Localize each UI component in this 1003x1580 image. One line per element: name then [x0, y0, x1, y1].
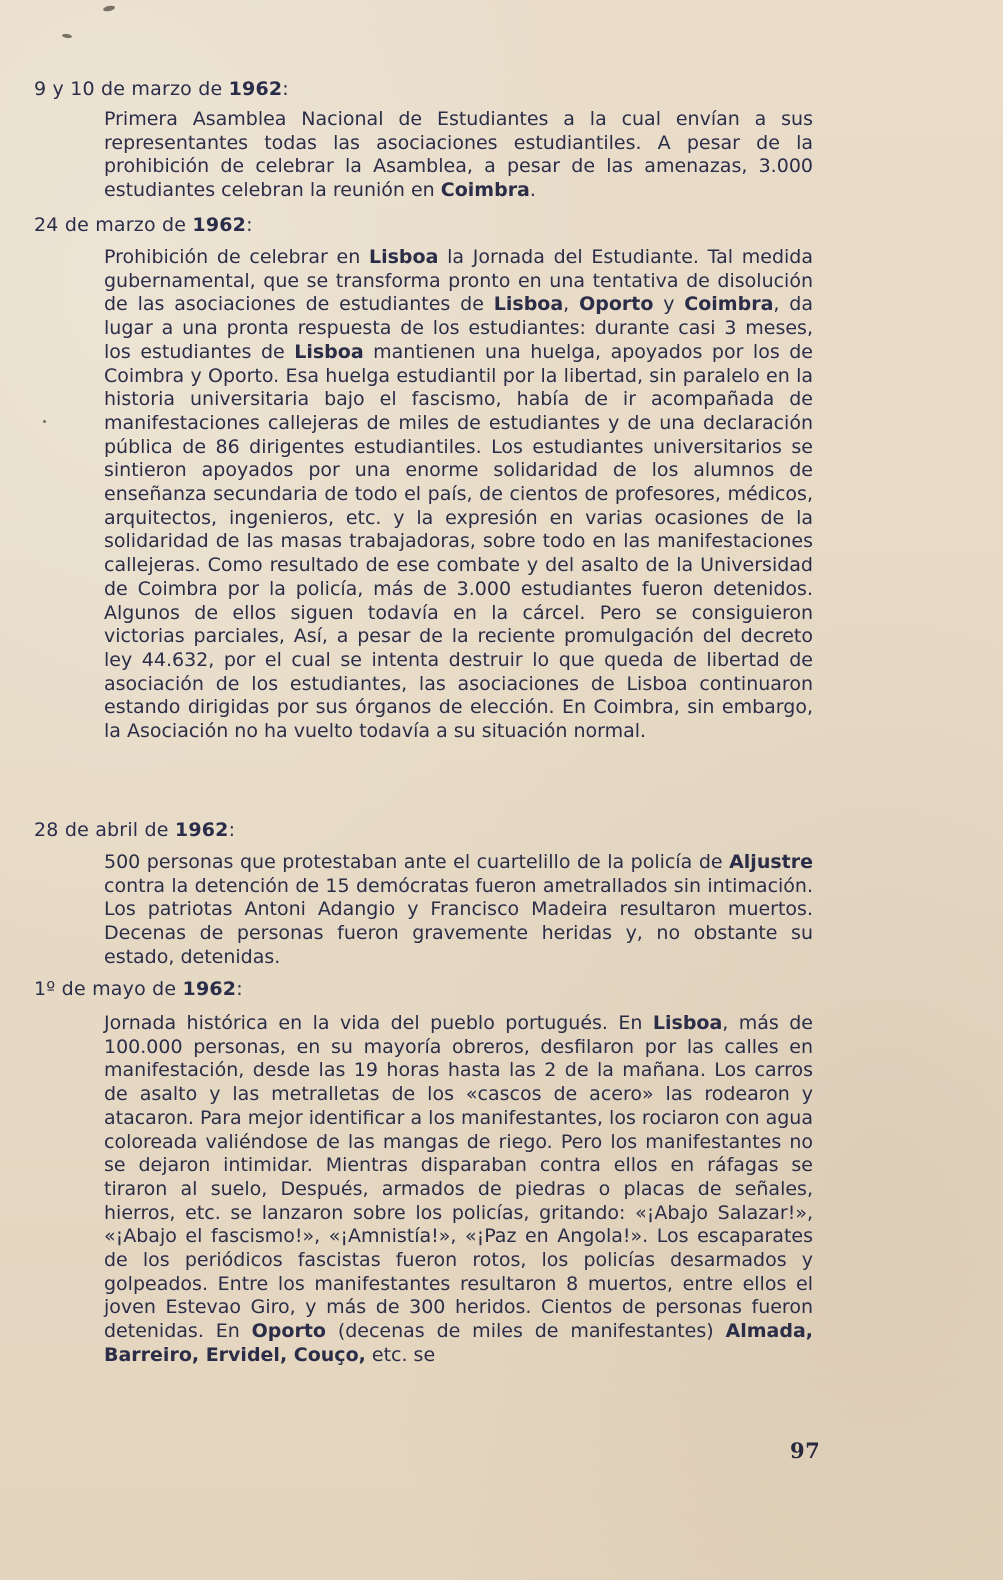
entry-date: 1º de mayo de 1962:: [34, 978, 243, 1000]
entry-body: Prohibición de celebrar en Lisboa la Jornada del Estudiante. Tal medida gubernamental, que se transforma pronto en una tentativa de disolución de las asociaciones de estudiantes de Lisboa, Oporto y Coimbra, da lugar a una pronta respuesta de los estudiantes: durante casi 3 meses, los estudiantes de Lisboa mantienen una huelga, apoyados por los de Coimbra y Oporto. Esa huelga estudiantil por la libertad, sin paralelo en la historia universitaria bajo el fascismo, había de ir acompañada de manifestaciones callejeras de miles de estudiantes y de una declaración pública de 86 dirigentes estudiantiles. Los estudiantes universitarios se sintieron apoyados por una enorme solidaridad de los alumnos de enseñanza secundaria de todo el país, de cientos de profesores, médicos, arquitectos, ingenieros, etc. y la expresión en varias ocasiones de la solidaridad de las masas trabajadoras, sobre todo en las manifestaciones callejeras. Como resultado de ese combate y del asalto de la Universidad de Coimbra por la policía, más de 3.000 estudiantes fueron detenidos. Algunos de ellos siguen todavía en la cárcel. Pero se consiguieron victorias parciales, Así, a pesar de la reciente promulgación del decreto ley 44.632, por el cual se intenta destruir lo que queda de libertad de asociación de los estudiantes, las asociaciones de Lisboa continuaron estando dirigidas por sus órganos de elección. En Coimbra, sin embargo, la Asociación no ha vuelto todavía a su situación normal.: [104, 246, 813, 743]
entry-date: 28 de abril de 1962:: [34, 819, 236, 841]
paper-speck: [62, 33, 72, 38]
entry-date: 24 de marzo de 1962:: [34, 214, 253, 236]
entry-date: 9 y 10 de marzo de 1962:: [34, 78, 289, 100]
entry-body: Jornada histórica en la vida del pueblo portugués. En Lisboa, más de 100.000 personas, en su mayoría obreros, desfilaron por las calles en manifestación, desde las 19 horas hasta las 2 de la mañana. Los carros de asalto y las metralletas de los «cascos de acero» las rodearon y atacaron. Para mejor identificar a los manifestantes, los rociaron con agua coloreada valiéndose de las mangas de riego. Pero los manifestantes no se dejaron intimidar. Mientras disparaban contra ellos en ráfagas se tiraron al suelo, Después, armados de piedras o placas de señales, hierros, etc. se lanzaron sobre los policías, gritando: «¡Abajo Salazar!», «¡Abajo el fascismo!», «¡Amnistía!», «¡Paz en Angola!». Los escaparates de los periódicos fascistas fueron rotos, los policías desarmados y golpeados. Entre los manifestantes resultaron 8 muertos, entre ellos el joven Estevao Giro, y más de 300 heridos. Cientos de personas fueron detenidas. En Oporto (decenas de miles de manifestantes) Almada, Barreiro, Ervidel, Couço, etc. se: [104, 1012, 814, 1366]
page-number: 97: [790, 1438, 821, 1463]
entry-body: Primera Asamblea Nacional de Estudiantes a la cual envían a sus representantes todas las asociaciones estudiantiles. A pesar de la prohibición de celebrar la Asamblea, a pesar de las amenazas, 3.000 estudiantes celebran la reunión en Coimbra.: [104, 108, 813, 202]
paper-speck: [103, 5, 116, 12]
paper-speck: [43, 420, 46, 423]
entry-body: 500 personas que protestaban ante el cuartelillo de la policía de Aljustre contra la detención de 15 demócratas fueron ametrallados sin intimación. Los patriotas Antoni Adangio y Francisco Madeira resultaron muertos. Decenas de personas fueron gravemente heridas y, no obstante su estado, detenidas.: [104, 851, 813, 968]
